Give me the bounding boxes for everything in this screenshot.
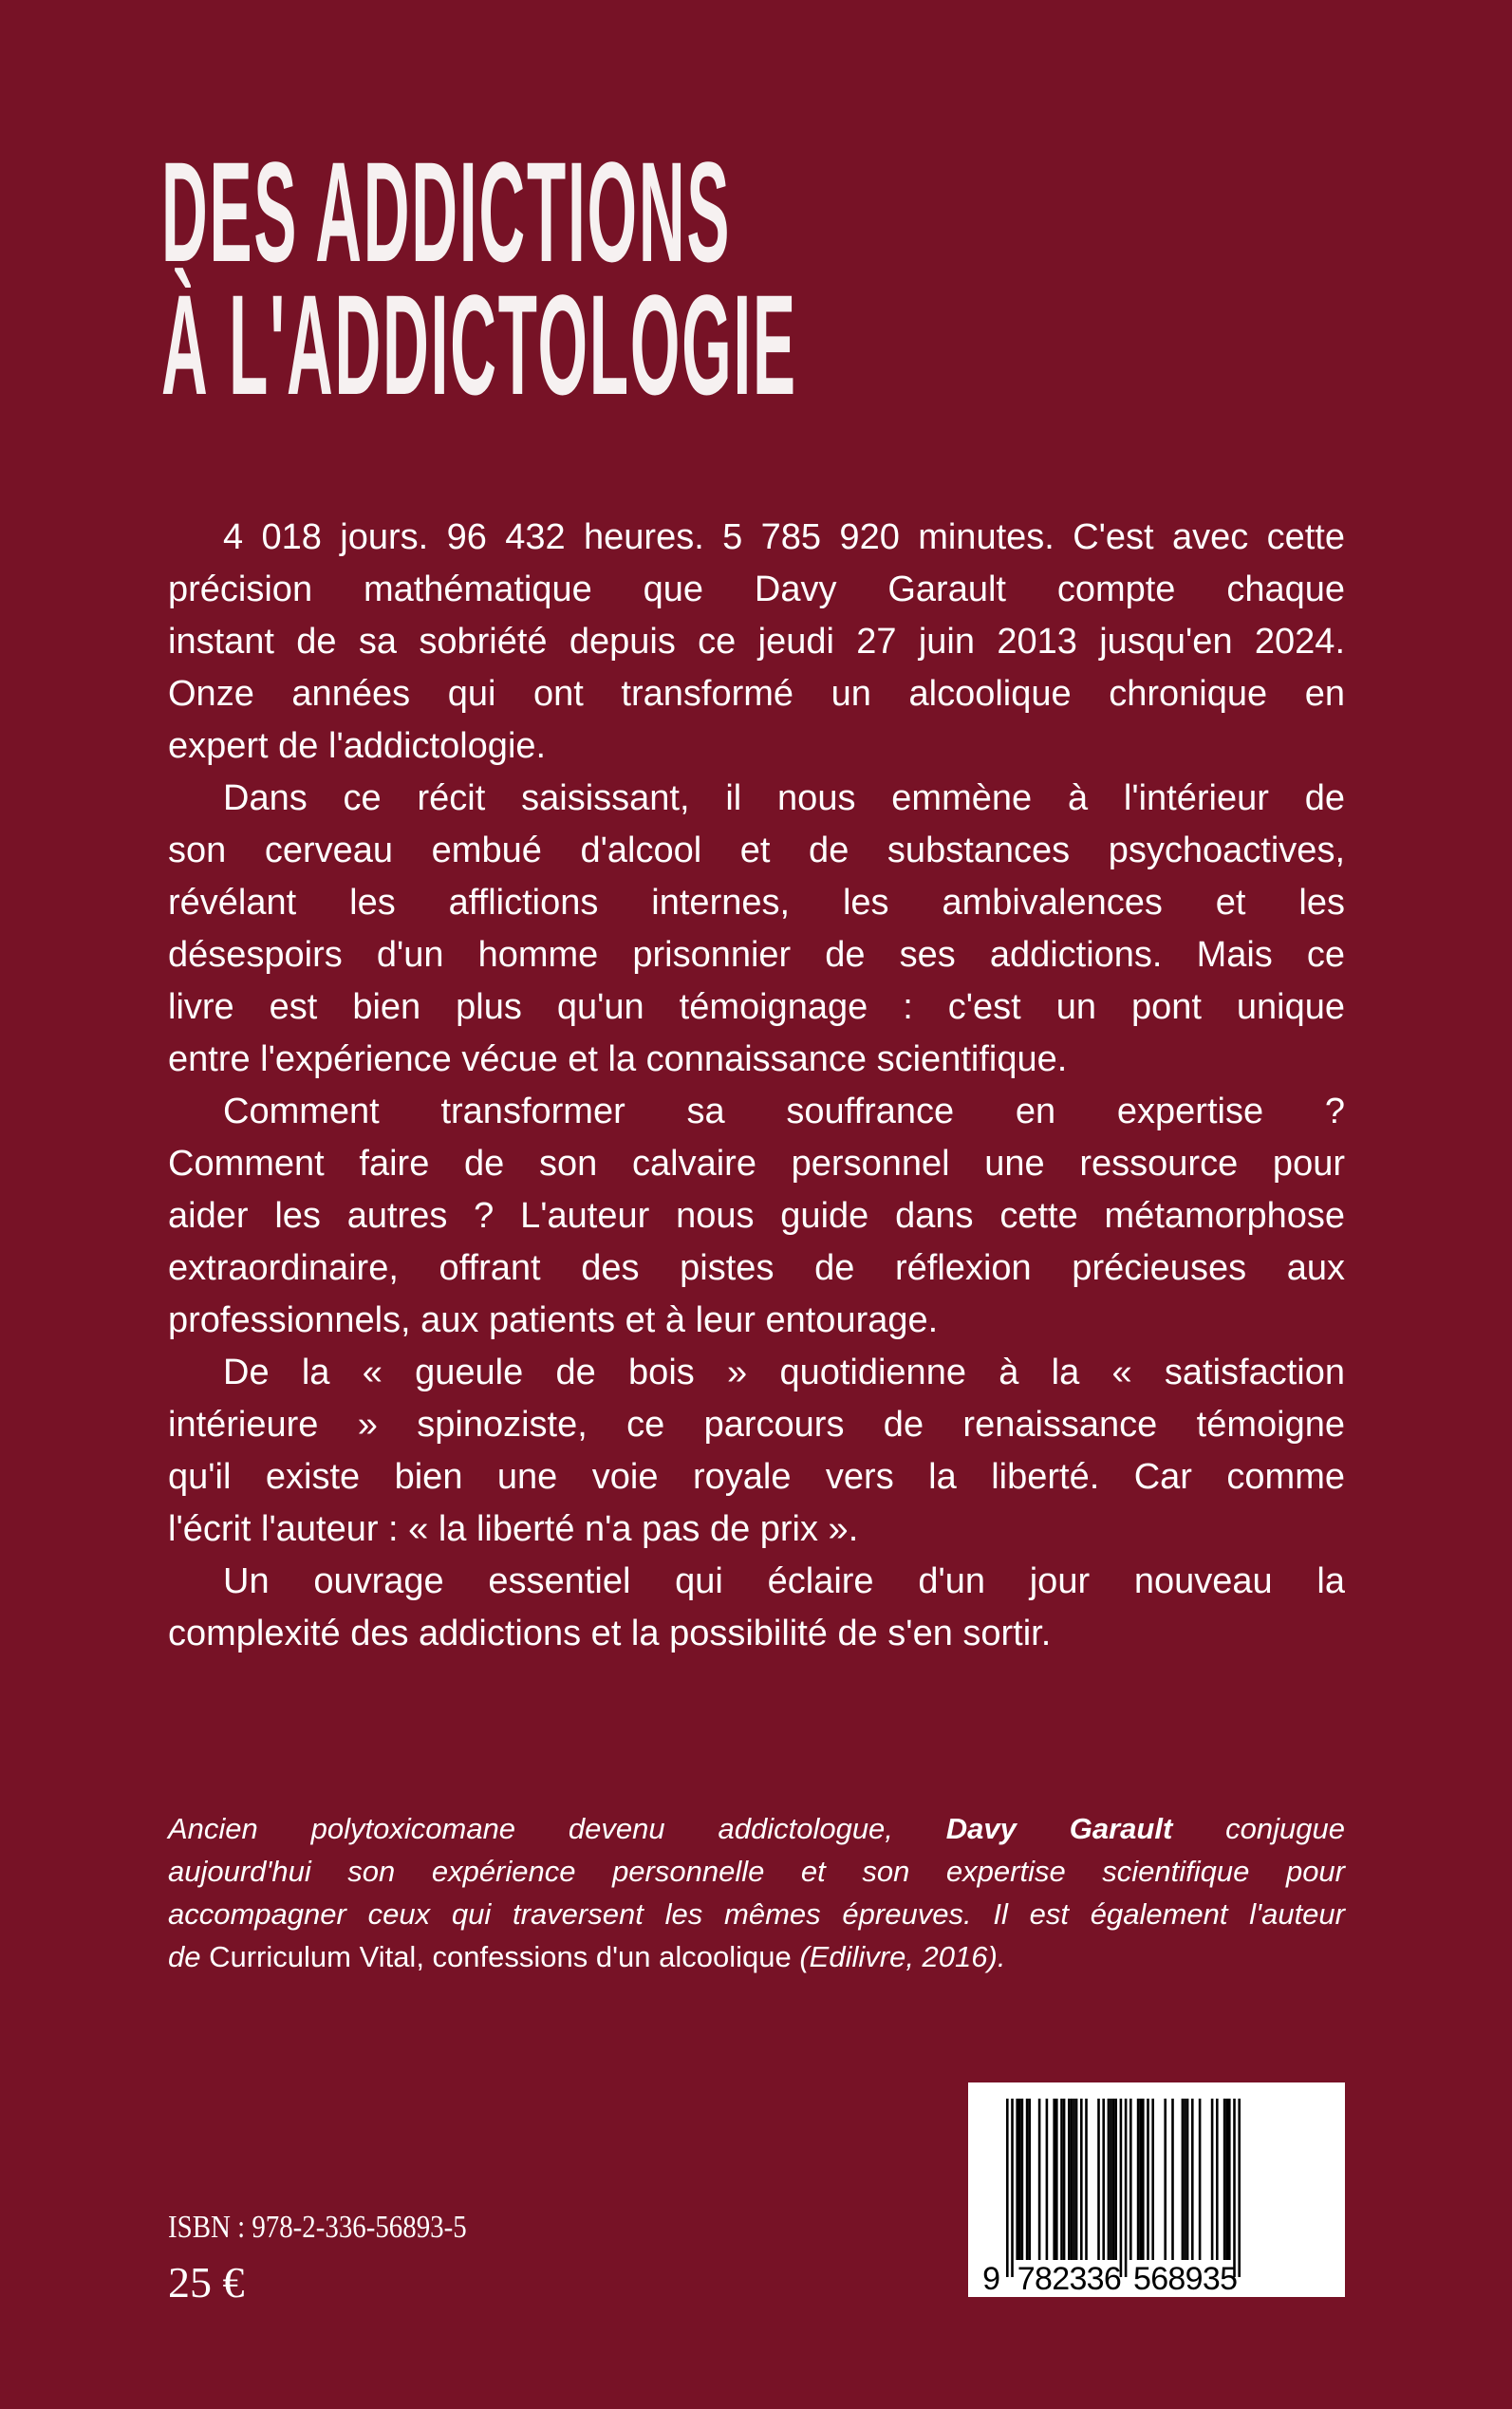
barcode-bar bbox=[1182, 2099, 1185, 2260]
paragraph-line: Onze années qui ont transformé un alcoolique chronique en bbox=[168, 674, 1345, 714]
barcode-bar bbox=[1211, 2099, 1214, 2260]
barcode-bar bbox=[1053, 2099, 1055, 2260]
barcode-bar bbox=[1085, 2099, 1088, 2260]
paragraph-line: aider les autres ? L'auteur nous guide dans cette métamorphose bbox=[168, 1196, 1345, 1236]
barcode-bar bbox=[1018, 2099, 1021, 2260]
paragraph-line: complexité des addictions et la possibilité de s'en sortir. bbox=[168, 1614, 1052, 1653]
paragraph-line: 4 018 jours. 96 432 heures. 5 785 920 minutes. C'est avec cette bbox=[223, 517, 1345, 557]
barcode-bar bbox=[1147, 2099, 1149, 2260]
paragraph-line: Comment transformer sa souffrance en expertise ? bbox=[223, 1092, 1345, 1131]
barcode-bar bbox=[1060, 2099, 1063, 2260]
barcode-bar bbox=[1139, 2099, 1142, 2260]
barcode-bar bbox=[1075, 2099, 1078, 2260]
barcode-bar bbox=[1073, 2099, 1075, 2260]
paragraph-line: expert de l'addictologie. bbox=[168, 726, 547, 766]
barcode-bar bbox=[1055, 2099, 1058, 2260]
bio-text: aujourd'hui son expérience personnelle et son expertise scientifique pour bbox=[168, 1855, 1345, 1888]
bio-line bbox=[168, 1807, 1345, 1850]
isbn: ISBN : 978-2-336-56893-5 bbox=[168, 2210, 467, 2245]
barcode-bar bbox=[1238, 2099, 1241, 2277]
bio-line bbox=[168, 1935, 1345, 1978]
barcode-bar bbox=[1228, 2099, 1231, 2260]
book-title: Curriculum Vital, confessions d'un alcoolique bbox=[209, 1940, 792, 1973]
barcode-bar bbox=[1171, 2099, 1174, 2260]
bio-text: de bbox=[168, 1940, 210, 1973]
barcode-bar bbox=[1108, 2099, 1111, 2260]
barcode-bar bbox=[1102, 2099, 1105, 2260]
bio-text: accompagner ceux qui traversent les mêmes épreuves. Il est également l'auteur bbox=[168, 1897, 1345, 1931]
barcode-bar bbox=[1046, 2099, 1049, 2260]
barcode-bar bbox=[1129, 2099, 1132, 2260]
paragraph-line: professionnels, aux patients et à leur entourage. bbox=[168, 1300, 939, 1340]
bio-text: (Edilivre, 2016). bbox=[791, 1940, 1006, 1973]
paragraph-line: Un ouvrage essentiel qui éclaire d'un jour nouveau la bbox=[223, 1561, 1345, 1601]
barcode-bar bbox=[1110, 2099, 1112, 2260]
barcode-bar bbox=[1233, 2099, 1236, 2277]
barcode-bar bbox=[1151, 2099, 1154, 2260]
bio-line bbox=[168, 1850, 1345, 1893]
barcode-bar bbox=[1125, 2099, 1128, 2277]
paragraph-line: Comment faire de son calvaire personnel une ressource pour bbox=[168, 1144, 1345, 1184]
summary-text bbox=[168, 512, 1345, 1660]
title-line-1: DES ADDICTIONS bbox=[161, 132, 732, 291]
paragraph-line: son cerveau embué d'alcool et de substances psychoactives, bbox=[168, 831, 1345, 870]
barcode-bar bbox=[1225, 2099, 1228, 2260]
barcode-digits: 9 bbox=[982, 2261, 1000, 2297]
paragraph-line: De la « gueule de bois » quotidienne à la « satisfaction bbox=[223, 1353, 1345, 1392]
paragraph-line: entre l'expérience vécue et la connaissance scientifique. bbox=[168, 1039, 1068, 1079]
barcode-bar bbox=[1223, 2099, 1226, 2260]
barcode-bar bbox=[1071, 2099, 1073, 2260]
paragraph-line: extraordinaire, offrant des pistes de réflexion précieuses aux bbox=[168, 1248, 1345, 1288]
price: 25 € bbox=[168, 2258, 245, 2306]
paragraph-line: l'écrit l'auteur : « la liberté n'a pas de prix ». bbox=[168, 1509, 859, 1549]
paragraph-line: désespoirs d'un homme prisonnier de ses addictions. Mais ce bbox=[168, 935, 1345, 975]
barcode-bar bbox=[1038, 2099, 1041, 2260]
paragraph-line: Dans ce récit saisissant, il nous emmène à l'intérieur de bbox=[223, 778, 1345, 818]
barcode-bar bbox=[1216, 2099, 1219, 2260]
bio-text: conjugue bbox=[1172, 1812, 1345, 1845]
barcode-bar bbox=[1164, 2099, 1167, 2260]
barcode-bar bbox=[1068, 2099, 1071, 2260]
barcode-bar bbox=[1011, 2099, 1014, 2277]
paragraph-line: qu'il existe bien une voie royale vers la liberté. Car comme bbox=[168, 1457, 1345, 1497]
paragraph-line: intérieure » spinoziste, ce parcours de renaissance témoigne bbox=[168, 1405, 1345, 1445]
barcode-digits: 568935 bbox=[1133, 2261, 1238, 2297]
author-bio bbox=[168, 1807, 1345, 1978]
barcode-bar bbox=[1063, 2099, 1066, 2260]
bio-text: Ancien polytoxicomane devenu addictologue, bbox=[168, 1812, 946, 1845]
barcode bbox=[968, 2082, 1345, 2297]
barcode-bar bbox=[1137, 2099, 1140, 2260]
bio-line bbox=[168, 1893, 1345, 1935]
barcode-bar bbox=[1184, 2099, 1186, 2260]
barcode-bar bbox=[1120, 2099, 1123, 2277]
paragraph-line: livre est bien plus qu'un témoignage : c'est un pont unique bbox=[168, 987, 1345, 1027]
barcode-bar bbox=[1026, 2099, 1029, 2260]
barcode-bar bbox=[1016, 2099, 1018, 2260]
barcode-bar bbox=[1191, 2099, 1194, 2260]
title-line-2: À L'ADDICTOLOGIE bbox=[161, 265, 797, 424]
barcode-bar bbox=[1080, 2099, 1083, 2260]
barcode-graphic bbox=[968, 2082, 1345, 2297]
barcode-bar bbox=[1186, 2099, 1189, 2260]
paragraph-line: révélant les afflictions internes, les ambivalences et les bbox=[168, 883, 1345, 923]
barcode-bar bbox=[1114, 2099, 1117, 2260]
barcode-bar bbox=[1028, 2099, 1031, 2260]
barcode-digits: 782336 bbox=[1017, 2261, 1122, 2297]
barcode-bar bbox=[1006, 2099, 1009, 2277]
paragraph-line: instant de sa sobriété depuis ce jeudi 27 juin 2013 jusqu'en 2024. bbox=[168, 622, 1345, 662]
barcode-bar bbox=[1097, 2099, 1100, 2260]
barcode-bar bbox=[1142, 2099, 1145, 2260]
barcode-bar bbox=[1112, 2099, 1115, 2260]
author-name: Davy Garault bbox=[945, 1812, 1173, 1845]
barcode-bar bbox=[1021, 2099, 1024, 2260]
paragraph-line: précision mathématique que Davy Garault compte chaque bbox=[168, 570, 1345, 609]
barcode-bar bbox=[1199, 2099, 1202, 2260]
